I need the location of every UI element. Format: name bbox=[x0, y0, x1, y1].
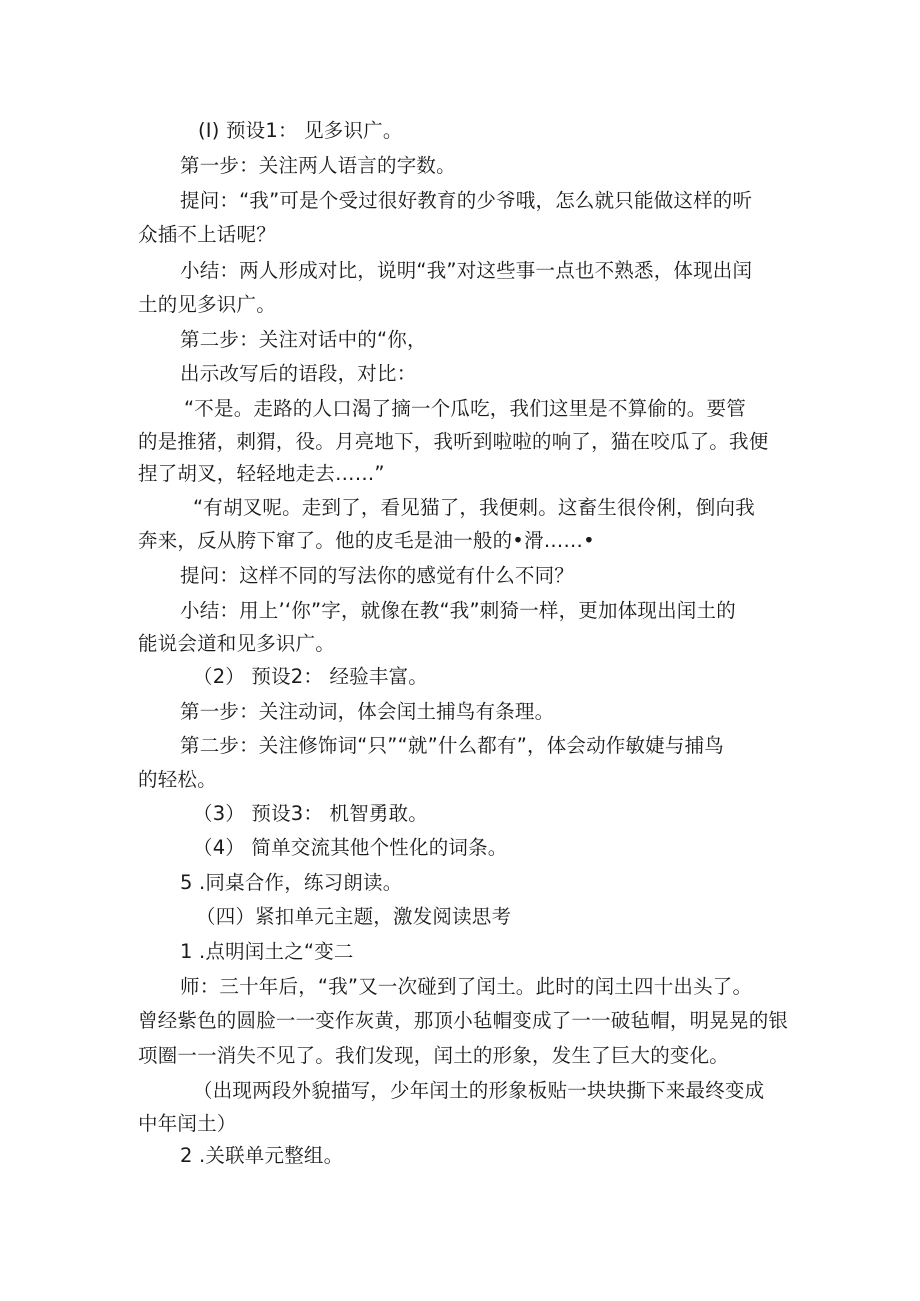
text-line: 5 .同桌合作，练习朗读。 bbox=[180, 871, 403, 894]
text-line: 能说会道和见多识广。 bbox=[138, 632, 336, 655]
text-line: （2） 预设2： 经验丰富。 bbox=[193, 665, 429, 688]
text-line: 师：三十年后，“我”又一次碰到了闰土。此时的闰土四十出头了。 bbox=[180, 975, 753, 998]
text-line: 第一步：关注两人语言的字数。 bbox=[180, 154, 456, 177]
text-line: 2 .关联单元整组。 bbox=[180, 1144, 344, 1167]
text-line: 出示改写后的语段，对比： bbox=[180, 362, 417, 385]
text-line: 曾经紫色的圆脸一一变作灰黄，那顶小毡帽变成了一一破毡帽，明晃晃的银 bbox=[138, 1009, 789, 1032]
text-line: 中年闰土） bbox=[138, 1112, 237, 1135]
text-line: “不是。走路的人口渴了摘一个瓜吃，我们这里是不算偷的。要管 bbox=[184, 397, 746, 420]
text-line: (I) 预设1： 见多识广。 bbox=[198, 119, 403, 142]
text-line: （4） 简单交流其他个性化的词条。 bbox=[193, 836, 508, 859]
text-line: 的轻松。 bbox=[138, 768, 217, 791]
text-line: 众插不上话呢？ bbox=[138, 223, 276, 246]
text-line: 捏了胡叉，轻轻地走去……” bbox=[138, 462, 385, 485]
text-line: 土的见多识广。 bbox=[138, 293, 276, 316]
text-line: 第一步：关注动词，体会闰土捕鸟有条理。 bbox=[180, 700, 555, 723]
text-line: （出现两段外貌描写，少年闰土的形象板贴一块块撕下来最终变成 bbox=[193, 1079, 765, 1102]
text-line: 小结：两人形成对比，说明“我”对这些事一点也不熟悉，体现出闰 bbox=[180, 259, 753, 282]
text-line: “有胡叉呢。走到了，看见猫了，我便刺。这畜生很伶俐，倒向我 bbox=[193, 496, 755, 519]
text-line: 提问：“我”可是个受过很好教育的少爷哦，怎么就只能做这样的听 bbox=[180, 189, 753, 212]
text-line: 奔来，反从胯下窜了。他的皮毛是油一般的•滑……• bbox=[138, 529, 595, 552]
text-line: （3） 预设3： 机智勇敢。 bbox=[193, 802, 429, 825]
text-line: （四）紧扣单元主题，激发阅读思考 bbox=[196, 905, 512, 928]
text-line: 第二步：关注对话中的“你， bbox=[180, 328, 427, 351]
text-line: 第二步：关注修饰词“只”“就”什么都有”，体会动作敏婕与捕鸟 bbox=[180, 734, 725, 757]
text-line: 1 .点明闰土之“变二 bbox=[180, 940, 354, 963]
text-line: 项圈一一消失不见了。我们发现，闰土的形象，发生了巨大的变化。 bbox=[138, 1044, 730, 1067]
text-line: 的是推猪，刺猬，役。月亮地下，我听到啦啦的响了，猫在咬瓜了。我便 bbox=[138, 430, 769, 453]
text-line: 小结：用上’‘你”字，就像在教“我”刺猗一样，更加体现出闰土的 bbox=[180, 599, 736, 622]
text-line: 提问：这样不同的写法你的感觉有什么不同？ bbox=[180, 564, 575, 587]
